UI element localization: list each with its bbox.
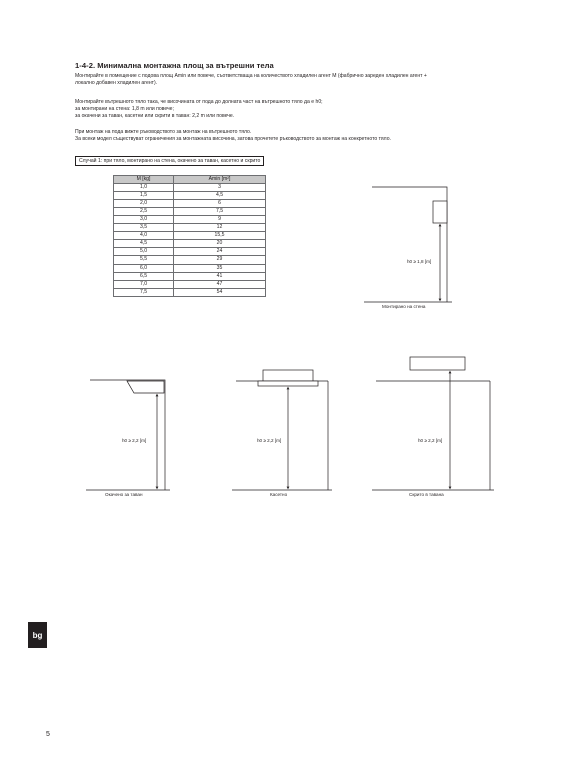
wall-caption: Монтирано на стена	[382, 304, 426, 309]
cell-amin: 3	[174, 184, 266, 192]
paragraph-line: локално добавен хладилен агент).	[75, 80, 158, 87]
wall-height-label: h0 ≥ 1,8 [m]	[407, 259, 432, 264]
column-header-m: M [kg]	[114, 176, 174, 184]
suspended-unit-shape	[127, 381, 164, 393]
cell-amin: 4,5	[174, 192, 266, 200]
cell-amin: 15,5	[174, 232, 266, 240]
cell-m: 7,0	[114, 280, 174, 288]
cell-amin: 20	[174, 240, 266, 248]
paragraph-line: При монтаж на пода вижте ръководството за монтаж на вътрешното тяло.	[75, 129, 252, 135]
ceiling-suspended-height-label: h0 ≥ 2,2 [m]	[122, 438, 147, 443]
cell-m: 5,5	[114, 256, 174, 264]
language-tab: bg	[28, 622, 47, 648]
concealed-caption: Скрито в тавана	[409, 492, 444, 497]
cell-m: 6,0	[114, 264, 174, 272]
cell-m: 4,5	[114, 240, 174, 248]
paragraph-line: Монтирайте в помещение с подова площ Amin или повече, съответстваща на количеството хладилен агент М (фабрично зареден хладилен агент +	[75, 73, 427, 79]
cell-amin: 29	[174, 256, 266, 264]
cell-m: 5,0	[114, 248, 174, 256]
concealed-unit-shape	[410, 357, 465, 370]
section-title: 1-4-2. Минимална монтажна площ за вътрешни тела	[75, 61, 274, 70]
wall-mounted-diagram	[364, 187, 452, 302]
cell-m: 3,5	[114, 224, 174, 232]
paragraph-line: за монтирани на стена: 1,8 m или повече;	[75, 106, 174, 113]
cell-amin: 54	[174, 288, 266, 296]
cell-m: 4,0	[114, 232, 174, 240]
cell-m: 3,0	[114, 216, 174, 224]
cell-amin: 12	[174, 224, 266, 232]
cell-amin: 41	[174, 272, 266, 280]
ceiling-wall-outline	[90, 380, 165, 490]
cell-amin: 35	[174, 264, 266, 272]
cassette-caption: Касетно	[270, 492, 288, 497]
cell-amin: 9	[174, 216, 266, 224]
cassette-diagram	[232, 370, 332, 490]
cell-amin: 47	[174, 280, 266, 288]
ceiling-suspended-diagram	[86, 380, 170, 490]
cell-m: 1,5	[114, 192, 174, 200]
paragraph-line: за окачени за таван, касетни или скрити в таван: 2,2 m или повече.	[75, 113, 235, 120]
cassette-panel-shape	[258, 381, 318, 386]
cell-m: 6,5	[114, 272, 174, 280]
paragraph-line: Монтирайте вътрешното тяло така, че височината от пода до долната част на вътрешното тяло да е h0;	[75, 99, 323, 105]
cell-amin: 6	[174, 200, 266, 208]
concealed-height-label: h0 ≥ 2,2 [m]	[418, 438, 443, 443]
wall-unit-shape	[433, 201, 447, 223]
cell-amin: 7,5	[174, 208, 266, 216]
cell-m: 7,5	[114, 288, 174, 296]
cell-m: 2,0	[114, 200, 174, 208]
cassette-body-shape	[263, 370, 313, 381]
column-header-amin: Amin [m²]	[174, 176, 266, 184]
cassette-height-label: h0 ≥ 2,2 [m]	[257, 438, 282, 443]
concealed-diagram	[372, 357, 494, 490]
paragraph-line: За всеки модел съществуват ограничения за монтажната височина, затова прочетете ръководството за монтаж на конкретното тяло.	[75, 136, 391, 143]
cell-m: 2,5	[114, 208, 174, 216]
cell-amin: 24	[174, 248, 266, 256]
ceiling-suspended-caption: Окачено за таван	[105, 492, 143, 497]
case-label-box: Случай 1: при тяло, монтирано на стена, окачено за таван, касетно и скрито	[75, 156, 264, 166]
cell-m: 1,0	[114, 184, 174, 192]
page-number: 5	[46, 731, 50, 738]
